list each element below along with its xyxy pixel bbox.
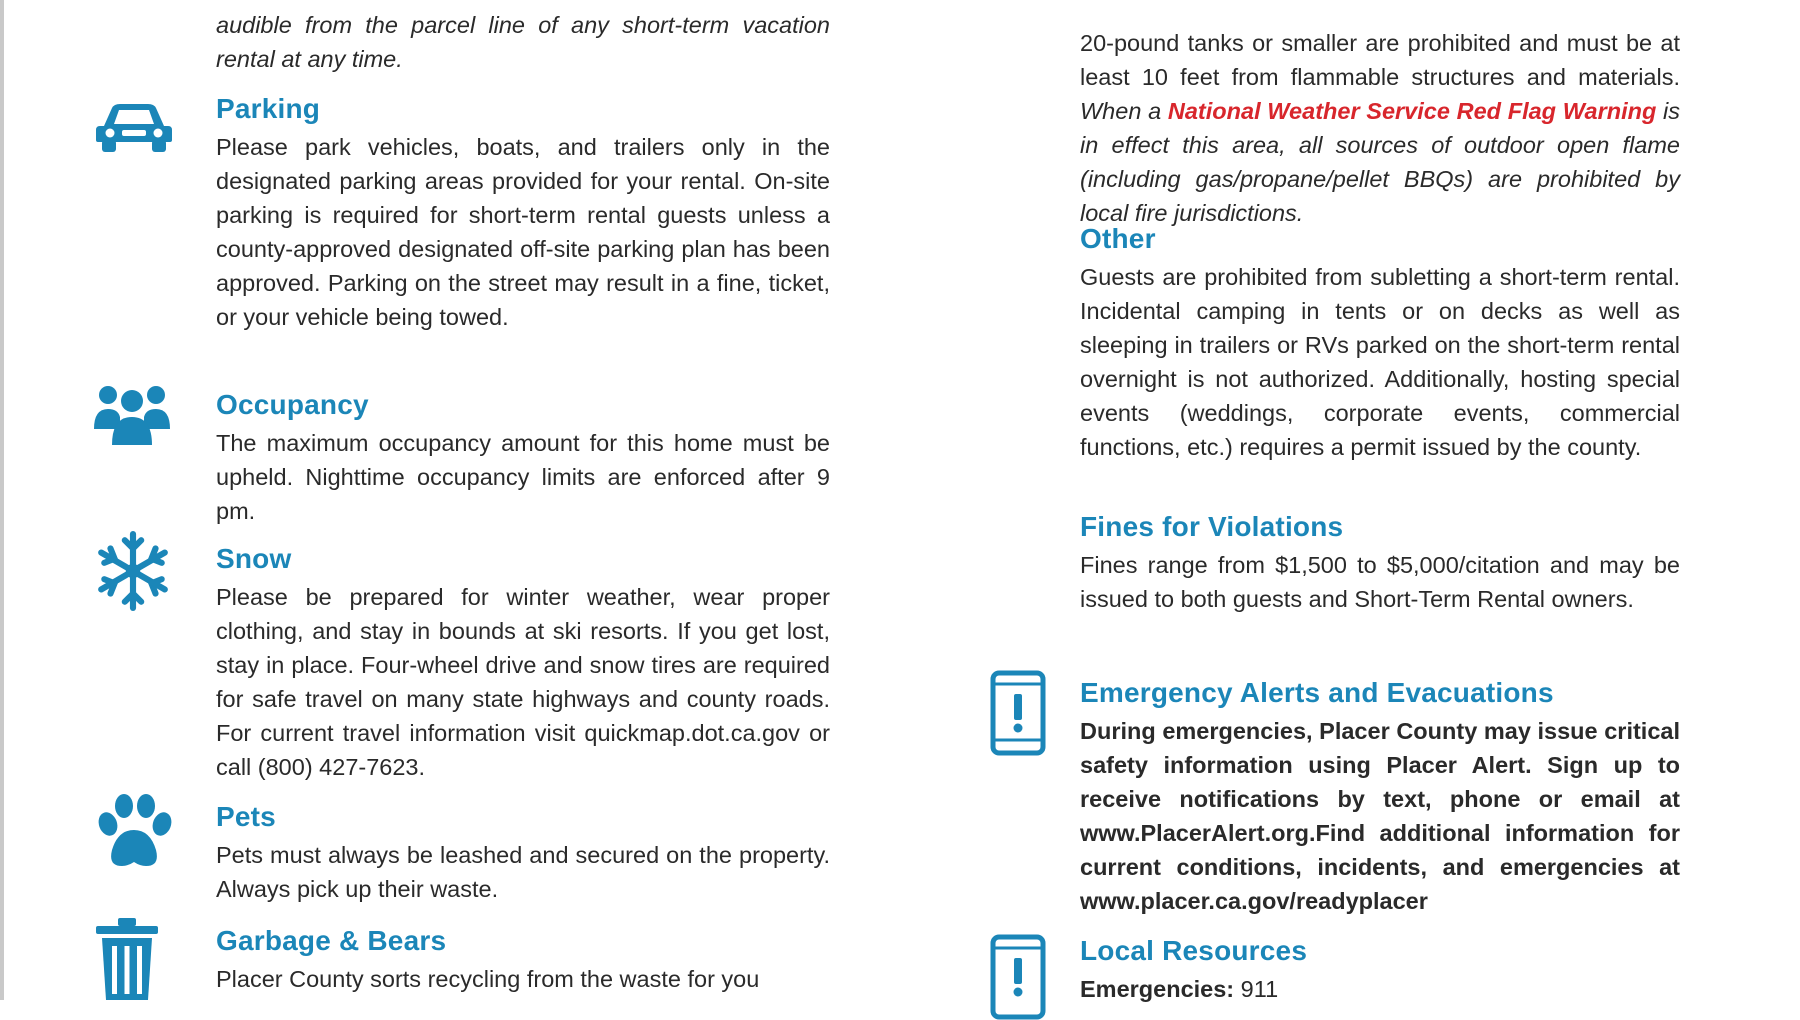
pets-heading: Pets: [216, 801, 276, 832]
snow-body: Please be prepared for winter weather, wear proper clothing, and stay in bounds at ski resorts. If you get lost, stay in place. Four-wheel drive and snow tires are required for safe travel on many state highways and county roads. For current travel information visit quickmap.dot.ca.gov or call (800) 427-7623.: [216, 584, 830, 780]
fines-heading: Fines for Violations: [1080, 511, 1344, 542]
fines-body: Fines range from $1,500 to $5,000/citation and may be issued to both guests and Short-Term Rental owners.: [1080, 552, 1680, 612]
local-resources-body: [1080, 972, 1680, 1006]
red-flag-warning: National Weather Service Red Flag Warning: [1167, 98, 1657, 124]
page-edge: [0, 0, 4, 1000]
car-icon: [94, 86, 174, 166]
snow-section: [216, 542, 830, 784]
noise-tail-text: audible from the parcel line of any short-term vacation rental at any time.: [216, 12, 830, 72]
fire-section-tail: [1080, 26, 1680, 230]
emergency-heading: Emergency Alerts and Evacuations: [1080, 677, 1554, 708]
emergency-body: During emergencies, Placer County may issue critical safety information using Placer Alert. Sign up to receive notifications by text, phone or email at www.PlacerAlert.org.Find additional information for current conditions, incidents, and emergencies at www.placer.ca.gov/readyplacer: [1080, 718, 1680, 914]
trash-can-icon: [94, 916, 160, 1000]
pets-body: Pets must always be leashed and secured on the property. Always pick up their waste.: [216, 842, 830, 902]
fire-tail-text: [1080, 26, 1680, 230]
local-resources-heading: Local Resources: [1080, 935, 1308, 966]
occupancy-section: [216, 388, 830, 528]
phone-alert-icon-local: [990, 934, 1046, 1020]
noise-section-tail: [216, 8, 830, 76]
fire-italic-lead: When a: [1080, 98, 1162, 124]
other-heading: Other: [1080, 223, 1156, 254]
emergency-section: [1080, 676, 1680, 918]
parking-body: Please park vehicles, boats, and trailers only in the designated parking areas provided for your rental. On-site parking is required for short-term rental guests unless a county-approved designated off-site parking plan has been approved. Parking on the street may result in a fine, ticket, or your vehicle being towed.: [216, 134, 830, 330]
occupancy-heading: Occupancy: [216, 389, 369, 420]
fire-italic-rest: is in effect this area, all sources of outdoor open flame (including gas/propane/pellet BBQs) are prohibited by local fire jurisdictions.: [1080, 98, 1681, 226]
emergencies-number: 911: [1240, 976, 1279, 1002]
fines-section: [1080, 510, 1680, 616]
paw-icon: [94, 792, 174, 872]
occupancy-body: The maximum occupancy amount for this home must be upheld. Nighttime occupancy limits are enforced after 9 pm.: [216, 430, 830, 524]
snowflake-icon: [92, 528, 174, 614]
people-group-icon: [92, 374, 172, 454]
garbage-section: [216, 924, 830, 996]
other-section: [1080, 222, 1680, 464]
other-body: Guests are prohibited from subletting a short-term rental. Incidental camping in tents or on decks as well as sleeping in trailers or RVs parked on the short-term rental overnight is not authorized. Additionally, hosting special events (weddings, corporate events, commercial functions, etc.) requires a permit issued by the county.: [1080, 264, 1680, 460]
garbage-heading: Garbage & Bears: [216, 925, 447, 956]
fire-tail-line: 20-pound tanks or smaller are prohibited and must be at least 10 feet from flammable structures and materials.: [1080, 30, 1680, 90]
garbage-body: Placer County sorts recycling from the waste for you: [216, 966, 760, 992]
local-resources-section: [1080, 934, 1680, 1006]
parking-heading: Parking: [216, 93, 321, 124]
emergencies-label: Emergencies:: [1080, 976, 1235, 1002]
phone-alert-icon: [990, 670, 1046, 756]
parking-section: [216, 92, 830, 334]
snow-heading: Snow: [216, 543, 292, 574]
pets-section: [216, 800, 830, 906]
